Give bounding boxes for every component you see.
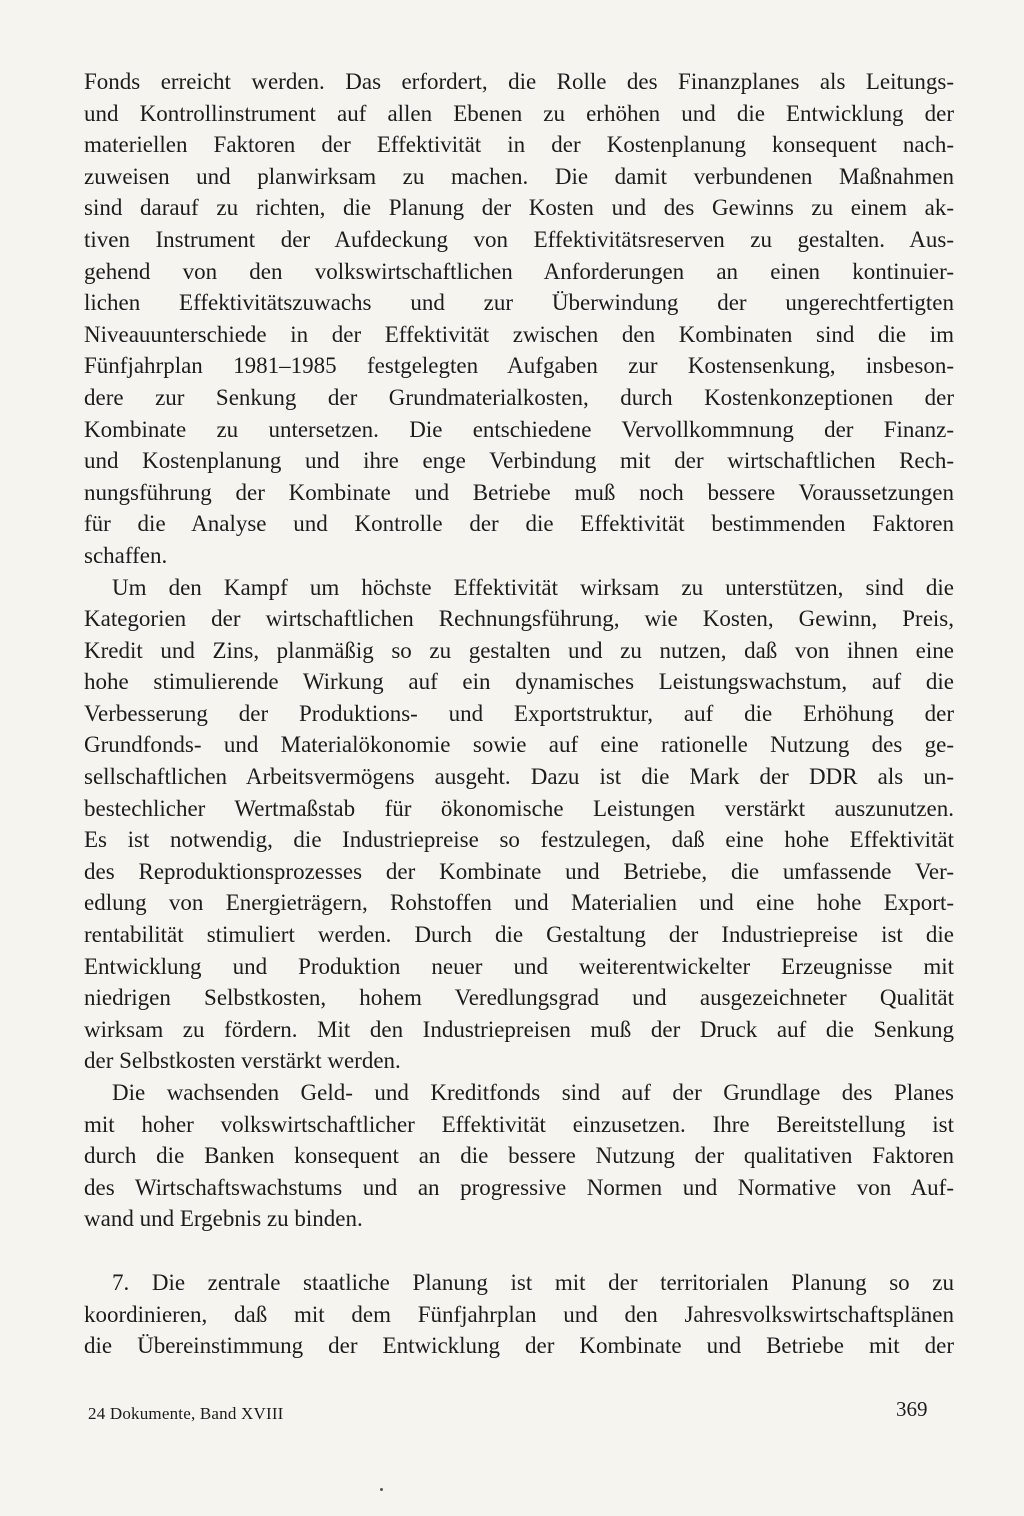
footer-signature: 24 Dokumente, Band XVIII: [88, 1404, 284, 1423]
document-body: [84, 66, 954, 1362]
text-line: Entwicklung und Produktion neuer und weiterentwickelter Erzeugnisse mit: [84, 953, 954, 979]
text-line: des Reproduktionsprozesses der Kombinate und Betriebe, die umfassende Ver-: [84, 858, 954, 884]
text-line: tiven Instrument der Aufdeckung von Effektivitätsreserven zu gestalten. Aus-: [84, 226, 954, 252]
text-line: Um den Kampf um höchste Effektivität wirksam zu unterstützen, sind die: [112, 574, 954, 600]
text-line: der Selbstkosten verstärkt werden.: [84, 1048, 401, 1074]
text-line: Kredit und Zins, planmäßig so zu gestalten und zu nutzen, daß von ihnen eine: [84, 637, 954, 663]
text-line: koordinieren, daß mit dem Fünfjahrplan und den Jahresvolkswirtschaftsplänen: [84, 1301, 954, 1327]
text-line: Es ist notwendig, die Industriepreise so festzulegen, daß eine hohe Effektivität: [84, 827, 954, 853]
text-line: Kombinate zu untersetzen. Die entschiedene Vervollkommnung der Finanz-: [84, 416, 954, 442]
text-line: des Wirtschaftswachstums und an progressive Normen und Normative von Auf-: [84, 1174, 954, 1200]
page-number: 369: [896, 1397, 928, 1421]
text-line: hohe stimulierende Wirkung auf ein dynamisches Leistungswachstum, auf die: [84, 669, 954, 695]
paragraph-2: [84, 572, 954, 1078]
text-line: nungsführung der Kombinate und Betriebe muß noch bessere Voraussetzungen: [84, 479, 954, 505]
text-line: sellschaftlichen Arbeitsvermögens ausgeht. Dazu ist die Mark der DDR als un-: [84, 764, 954, 790]
text-line: schaffen.: [84, 542, 168, 568]
text-line: für die Analyse und Kontrolle der die Effektivität bestimmenden Faktoren: [84, 511, 954, 537]
text-line: Verbesserung der Produktions- und Exportstruktur, auf die Erhöhung der: [84, 700, 954, 726]
text-line: sind darauf zu richten, die Planung der Kosten und des Gewinns zu einem ak-: [84, 195, 954, 221]
paragraph-3: [84, 1077, 954, 1235]
text-line: wand und Ergebnis zu binden.: [84, 1206, 363, 1232]
text-line: wirksam zu fördern. Mit den Industriepreisen muß der Druck auf die Senkung: [84, 1016, 954, 1042]
text-line: niedrigen Selbstkosten, hohem Veredlungsgrad und ausgezeichneter Qualität: [84, 985, 954, 1011]
text-line: und Kontrollinstrument auf allen Ebenen zu erhöhen und die Entwicklung der: [84, 100, 954, 126]
text-line: zuweisen und planwirksam zu machen. Die damit verbundenen Maßnahmen: [84, 163, 954, 189]
text-line: die Übereinstimmung der Entwicklung der Kombinate und Betriebe mit der: [84, 1333, 954, 1359]
text-line: bestechlicher Wertmaßstab für ökonomische Leistungen verstärkt auszunutzen.: [84, 795, 954, 821]
text-line: 7. Die zentrale staatliche Planung ist mit der territorialen Planung so zu: [112, 1269, 954, 1295]
paragraph-4: [84, 1267, 954, 1362]
text-line: mit hoher volkswirtschaftlicher Effektivität einzusetzen. Ihre Bereitstellung ist: [84, 1111, 954, 1137]
text-line: Grundfonds- und Materialökonomie sowie auf eine rationelle Nutzung des ge-: [84, 732, 954, 758]
text-line: Fonds erreicht werden. Das erfordert, die Rolle des Finanzplanes als Leitungs-: [84, 69, 954, 94]
text-line: materiellen Faktoren der Effektivität in der Kostenplanung konsequent nach-: [84, 132, 954, 158]
text-line: dere zur Senkung der Grundmaterialkosten, durch Kostenkonzeptionen der: [84, 384, 954, 410]
text-line: und Kostenplanung und ihre enge Verbindung mit der wirtschaftlichen Rech-: [84, 448, 954, 474]
text-line: Kategorien der wirtschaftlichen Rechnungsführung, wie Kosten, Gewinn, Preis,: [84, 606, 954, 632]
text-line: Niveauunterschiede in der Effektivität zwischen den Kombinaten sind die im: [84, 321, 954, 347]
text-line: lichen Effektivitätszuwachs und zur Überwindung der ungerechtfertigten: [84, 290, 954, 316]
text-line: edlung von Energieträgern, Rohstoffen und Materialien und eine hohe Export-: [84, 890, 954, 916]
text-line: durch die Banken konsequent an die bessere Nutzung der qualitativen Faktoren: [84, 1143, 954, 1169]
print-speck: [380, 1488, 383, 1491]
text-line: gehend von den volkswirtschaftlichen Anforderungen an einen kontinuier-: [84, 258, 954, 284]
text-line: rentabilität stimuliert werden. Durch die Gestaltung der Industriepreise ist die: [84, 922, 954, 948]
text-line: Fünfjahrplan 1981–1985 festgelegten Aufgaben zur Kostensenkung, insbeson-: [84, 353, 954, 379]
text-line: Die wachsenden Geld- und Kreditfonds sind auf der Grundlage des Planes: [112, 1080, 954, 1105]
paragraph-1: [84, 66, 954, 572]
